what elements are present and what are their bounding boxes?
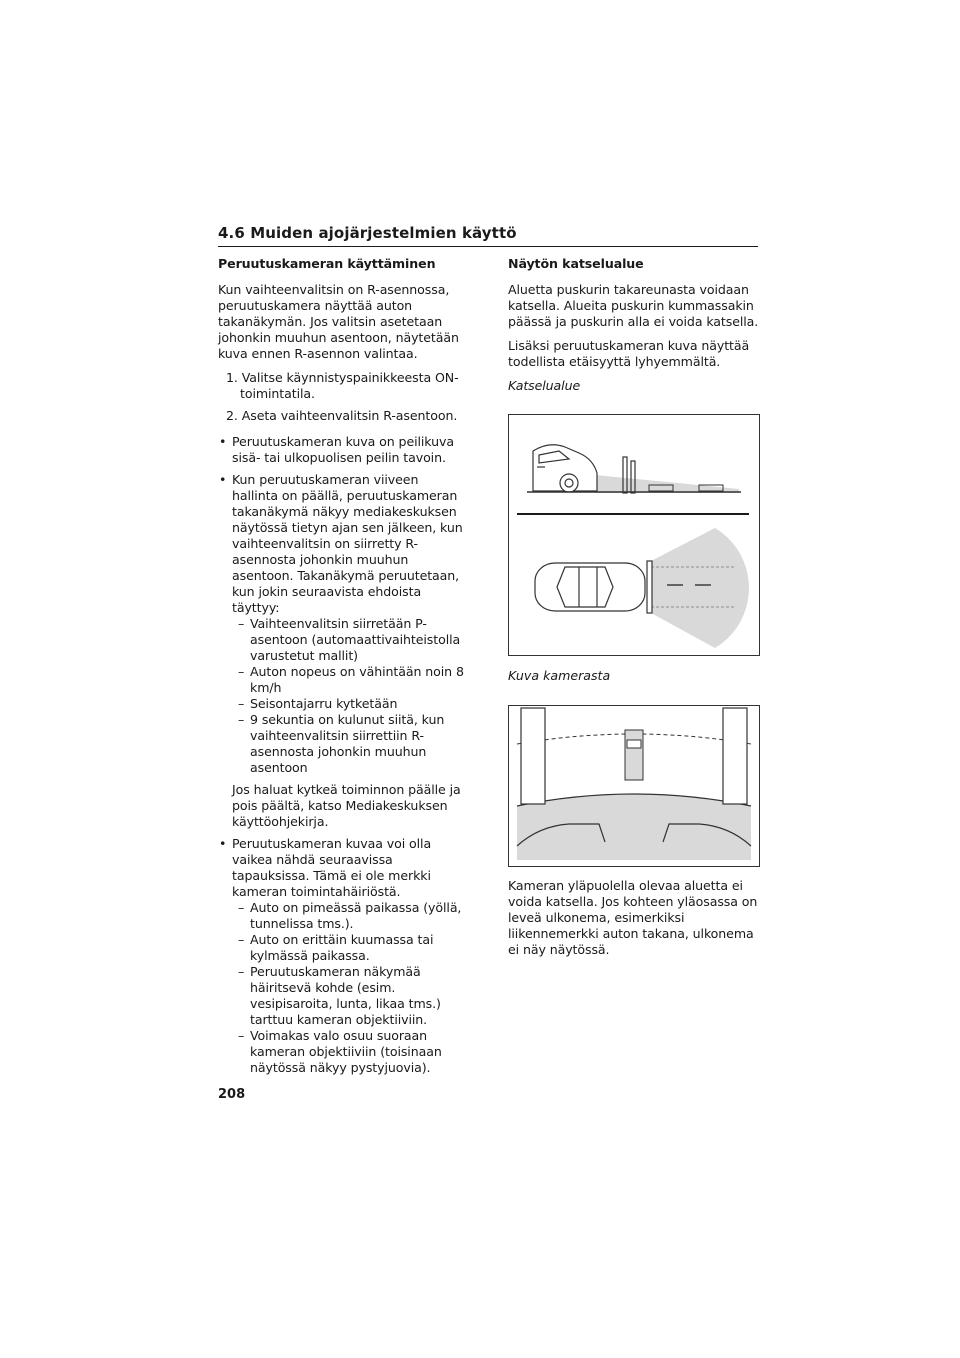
left-column <box>218 256 468 1076</box>
sub-item: – Vaihteenvalitsin siirretään P-asentoon (automaattivaihteistolla varustetut mallit) <box>218 616 468 664</box>
distant-object <box>625 730 643 780</box>
sub-item: – Voimakas valo osuu suoraan kameran objektiiviin (toisinaan näytössä näkyy pystyjuovia). <box>218 1028 468 1076</box>
sub-item: – Auto on erittäin kuumassa tai kylmässä paikassa. <box>218 932 468 964</box>
camera-view-illustration <box>509 706 759 866</box>
viewing-area-heading: Näytön katselualue <box>508 256 644 271</box>
step-2: 2. Aseta vaihteenvalitsin R-asentoon. <box>226 408 458 423</box>
distant-object-detail <box>627 740 641 748</box>
section-heading: Peruutuskameran käyttäminen <box>218 256 436 271</box>
caption-camera-view: Kuva kamerasta <box>508 668 611 683</box>
rear-bumper-icon <box>647 561 652 613</box>
step-1: 1. Valitse käynnistyspainikkeesta ON-toimintatila. <box>226 370 459 401</box>
viewing-area-illustration <box>509 415 759 655</box>
car-side-view-icon <box>533 445 597 492</box>
bullet-delay-control: • Kun peruutuskameran viiveen hallinta on päällä, peruutuskameran takanäkymä näkyy mediakeskuksen näytössä tietyn ajan sen jälkeen, kun vaihteenvalitsin on siirretty R-asennosta johonkin muuhun asentoon. Takanäkymä peruutetaan, kun jokin seuraavista ehdoista täyttyy: <box>218 472 468 616</box>
right-column <box>508 256 760 402</box>
bullet-mirror-image: • Peruutuskameran kuva on peilikuva sisä- tai ulkopuolisen peilin tavoin. <box>218 434 468 466</box>
bullet-visibility: • Peruutuskameran kuvaa voi olla vaikea nähdä seuraavissa tapauksissa. Tämä ei ole merkki kameran toimintahäiriöstä. <box>218 836 468 900</box>
intro-paragraph: Kun vaihteenvalitsin on R-asennossa, peruutuskamera näyttää auton takanäkymän. Jos valitsin asetetaan johonkin muuhun asentoon, näytetään kuva ennen R-asennon valintaa. <box>218 282 459 361</box>
figure-viewing-area <box>508 414 760 656</box>
paragraph-camera-limit: Kameran yläpuolella olevaa aluetta ei voida katsella. Jos kohteen yläosassa on leveä ulkonema, esimerkiksi liikennemerkki auton takana, ulkonema ei näy näytössä. <box>508 878 758 957</box>
sub-item: – 9 sekuntia on kulunut siitä, kun vaihteenvalitsin siirrettiin R-asennosta johonkin muuhun asentoon <box>218 712 468 776</box>
top-view-camera-range <box>651 528 749 648</box>
paragraph-viewing-area: Aluetta puskurin takareunasta voidaan katsella. Alueita puskurin kummassakin päässä ja puskurin alla ei voida katsella. <box>508 282 759 329</box>
caption-viewing-area: Katselualue <box>508 378 581 393</box>
bullet-note: Jos haluat kytkeä toiminnon päälle ja pois päältä, katso Mediakeskuksen käyttöohjekirja. <box>232 782 461 829</box>
section-header: 4.6 Muiden ajojärjestelmien käyttö <box>218 224 758 247</box>
side-view-camera-range <box>595 475 739 493</box>
paragraph-distance: Lisäksi peruutuskameran kuva näyttää todellista etäisyyttä lyhyemmältä. <box>508 338 750 369</box>
figure-camera-view <box>508 705 760 867</box>
sub-item: – Peruutuskameran näkymää häiritsevä kohde (esim. vesipisaroita, lunta, likaa tms.) tarttuu kameran objektiiviin. <box>218 964 468 1028</box>
pole-left <box>521 708 545 804</box>
pole-right <box>723 708 747 804</box>
sub-item: – Auto on pimeässä paikassa (yöllä, tunnelissa tms.). <box>218 900 468 932</box>
page-number: 208 <box>218 1087 246 1102</box>
sub-item: – Seisontajarru kytketään <box>218 696 468 712</box>
car-top-view-icon <box>535 563 645 611</box>
sub-item: – Auton nopeus on vähintään noin 8 km/h <box>218 664 468 696</box>
